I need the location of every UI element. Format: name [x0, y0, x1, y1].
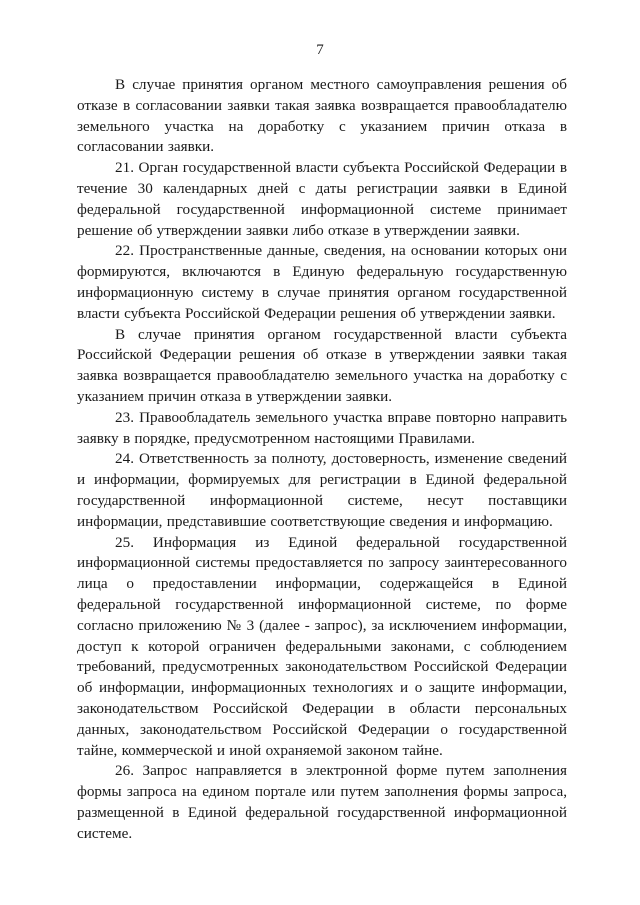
- paragraph-25: 25. Информация из Единой федеральной государственной информационной системы предоставляется по запросу заинтересованного лица о предоставлении информации, содержащейся в Единой федеральной государственной информационной системе, по форме согласно приложению № 3 (далее - запрос), за исключением информации, доступ к которой ограничен федеральными законами, с соблюдением требований, предусмотренных законодательством Российской Федерации об информации, информационных технологиях и о защите информации, законодательством Российской Федерации в области персональных данных, законодательством Российской Федерации о государственной тайне, коммерческой и иной охраняемой законом тайне.: [77, 533, 567, 759]
- paragraph-22: 22. Пространственные данные, сведения, на основании которых они формируются, включаются в Единую федеральную государственную информационную систему в случае принятия органом государственной власти субъекта Российской Федерации решения об утверждении заявки.: [77, 242, 567, 322]
- paragraph-refusal-local-authority: В случае принятия органом местного самоуправления решения об отказе в согласовании заявки такая заявка возвращается правообладателю земельного участка на доработку с указанием причин отказа в согласовании заявки.: [77, 76, 567, 156]
- page-number: 7: [316, 42, 324, 58]
- paragraph-21: 21. Орган государственной власти субъекта Российской Федерации в течение 30 календарных дней с даты регистрации заявки в Единой федеральной государственной информационной системе принимает решение об утверждении заявки либо отказе в утверждении заявки.: [77, 159, 567, 239]
- paragraph-26: 26. Запрос направляется в электронной форме путем заполнения формы запроса на едином портале или путем заполнения формы запроса, размещенной в Единой федеральной государственной информационной системе.: [77, 762, 567, 842]
- paragraph-24: 24. Ответственность за полноту, достоверность, изменение сведений и информации, формируемых для регистрации в Единой федеральной государственной информационной системе, несут поставщики информации, представившие соответствующие сведения и информацию.: [77, 450, 567, 530]
- paragraph-refusal-state-authority: В случае принятия органом государственной власти субъекта Российской Федерации решения об отказе в утверждении заявки такая заявка возвращается правообладателю земельного участка на доработку с указанием причин отказа в утверждении заявки.: [77, 325, 567, 405]
- document-body: [77, 75, 567, 844]
- paragraph-23: 23. Правообладатель земельного участка вправе повторно направить заявку в порядке, предусмотренном настоящими Правилами.: [77, 408, 567, 447]
